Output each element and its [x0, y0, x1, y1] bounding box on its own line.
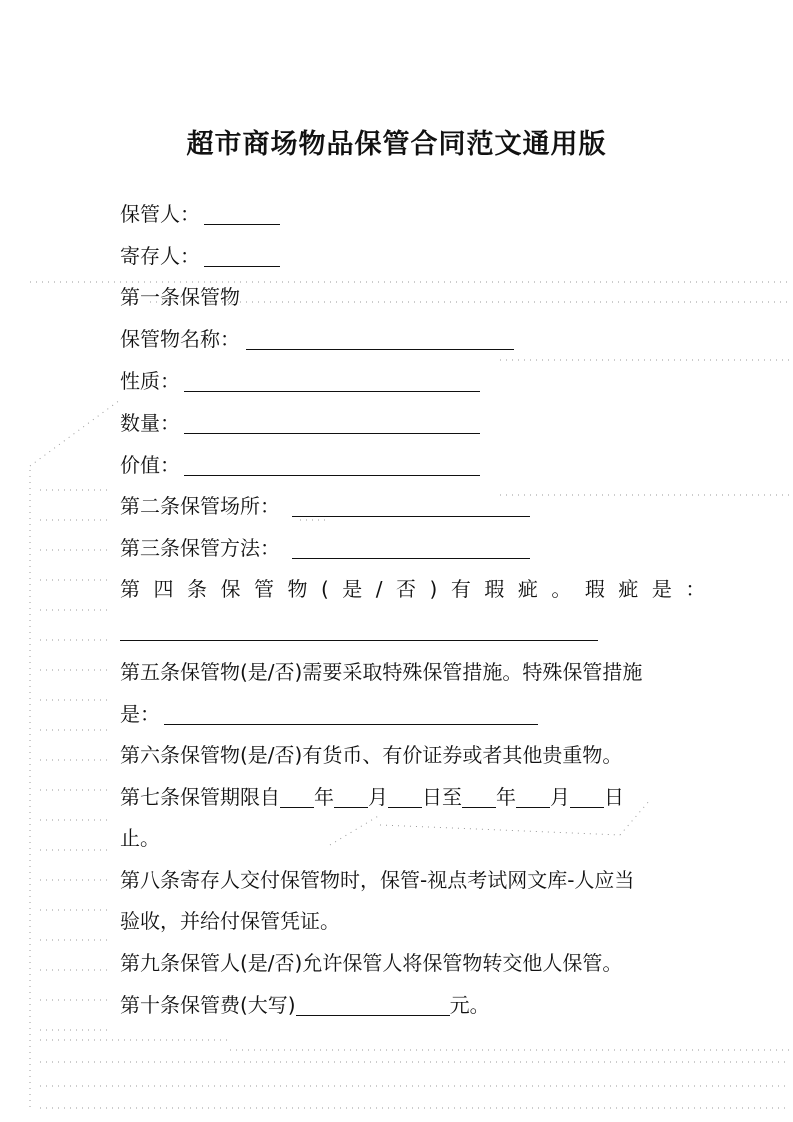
- article-8-text: 第八条寄存人交付保管物时，保管-视点考试网文库-人应当: [120, 868, 635, 892]
- article-7-prefix: 第七条保管期限自: [120, 785, 280, 809]
- start-month-blank: [334, 787, 368, 808]
- document-title: 超市商场物品保管合同范文通用版: [186, 129, 607, 160]
- quantity-line: [120, 411, 480, 435]
- value-blank: [184, 455, 480, 476]
- article-10-suffix: 元。: [449, 993, 490, 1017]
- article-5-line2: [120, 702, 538, 726]
- article-7-month: 月: [368, 785, 388, 809]
- item-name-line: [120, 327, 514, 351]
- article-4-line2: [120, 618, 598, 642]
- end-month-blank: [516, 787, 550, 808]
- value-label: 价值：: [120, 453, 180, 477]
- end-day-blank: [570, 787, 604, 808]
- start-year-blank: [280, 787, 314, 808]
- article-7-end: 止。: [120, 826, 160, 850]
- depositor-line: [120, 244, 280, 268]
- article-2-label: 第二条保管场所：: [120, 494, 280, 518]
- article-2-line: [120, 494, 530, 518]
- article-10-line: [120, 993, 490, 1017]
- value-line: [120, 453, 480, 477]
- article-3-blank: [292, 538, 530, 559]
- custodian-line: [120, 202, 280, 226]
- depositor-blank: [204, 246, 280, 267]
- article-2-blank: [292, 496, 530, 517]
- article-5-text: 第五条保管物(是/否)需要采取特殊保管措施。特殊保管措施: [120, 660, 643, 684]
- article-4-blank: [120, 620, 598, 641]
- article-10-prefix: 第十条保管费(大写): [120, 993, 296, 1017]
- quantity-label: 数量：: [120, 411, 180, 435]
- article-3-line: [120, 536, 530, 560]
- article-6-text: 第六条保管物(是/否)有货币、有价证券或者其他贵重物。: [120, 743, 623, 767]
- article-7-year-2: 年: [496, 785, 516, 809]
- item-name-blank: [246, 329, 514, 350]
- fee-blank: [296, 995, 450, 1016]
- article-7-month-2: 月: [550, 785, 570, 809]
- article-8-text-2: 验收，并给付保管凭证。: [120, 909, 340, 933]
- nature-label: 性质：: [120, 369, 180, 393]
- depositor-label: 寄存人：: [120, 244, 200, 268]
- article-4-text: 第四条保管物(是/否)有瑕疵。瑕疵是：: [120, 577, 719, 601]
- article-9-text: 第九条保管人(是/否)允许保管人将保管物转交他人保管。: [120, 951, 623, 975]
- article-7-day: 日: [604, 785, 624, 809]
- quantity-blank: [184, 413, 480, 434]
- nature-blank: [184, 371, 480, 392]
- article-5-blank: [164, 704, 538, 725]
- article-3-label: 第三条保管方法：: [120, 536, 280, 560]
- nature-line: [120, 369, 480, 393]
- item-name-label: 保管物名称：: [120, 327, 240, 351]
- custodian-label: 保管人：: [120, 202, 200, 226]
- custodian-blank: [204, 204, 280, 225]
- article-7-day-to: 日至: [422, 785, 462, 809]
- article-7-line: [120, 785, 624, 809]
- end-year-blank: [462, 787, 496, 808]
- article-5-label: 是：: [120, 702, 160, 726]
- article-7-year: 年: [314, 785, 334, 809]
- article-1-heading: 第一条保管物: [120, 285, 240, 309]
- start-day-blank: [388, 787, 422, 808]
